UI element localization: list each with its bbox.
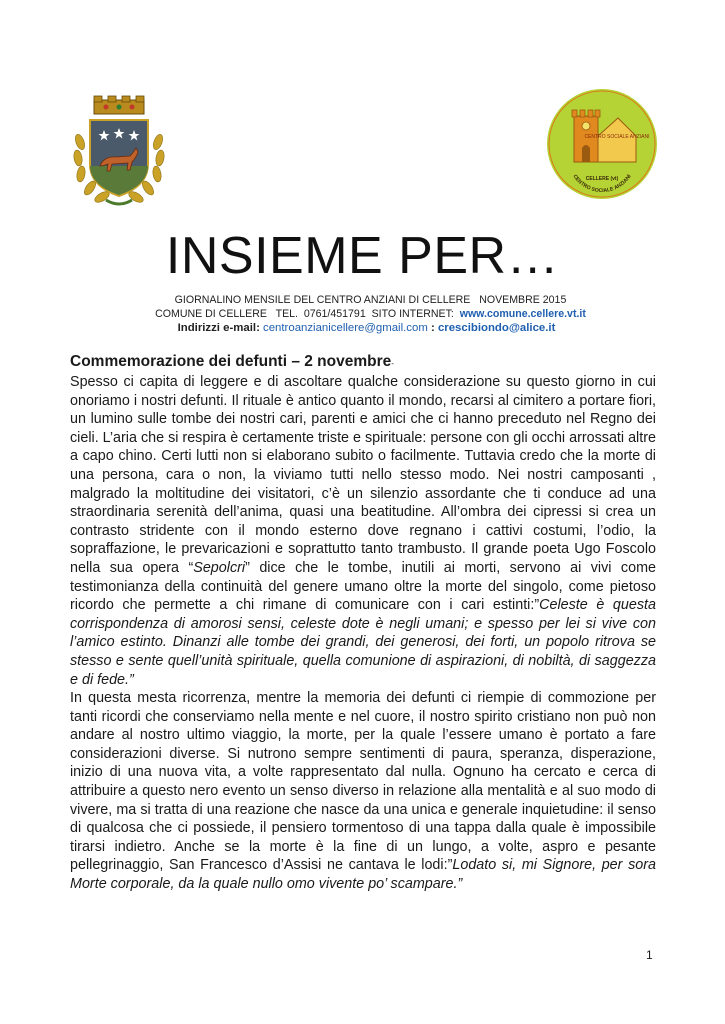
logo-bottom-text: CELLERE (vt) [585,176,619,182]
logo-inner-text: CENTRO SOCIALE ANZIANI [584,134,650,140]
article-body [70,373,656,894]
article-heading-suffix: - [391,359,394,368]
centro-anziani-logo-icon [546,88,658,200]
p1-quote: Celeste è questa corrispondenza di amorosi sensi, celeste dote è negli umani; e spesso per lei si vive con l’amico estinto. Dinanzi alle tombe dei grandi, dei generosi, dei forti, un popolo ritrova se stesso e sente quell’unità spirituale, quella comunione di aspirazioni, di nobiltà, di saggezza e di fede.” [70,597,656,688]
email-separator: : [427,322,438,334]
article-heading [70,352,394,374]
p1-work-title: Sepolcri [193,559,246,576]
page-title: INSIEME PER… [165,227,560,285]
paragraph-2 [70,689,656,894]
email-link-2[interactable]: crescibiondo@alice.it [437,322,556,334]
paragraph-1 [70,373,656,689]
email-label: Indirizzi e-mail [177,322,257,334]
p2-text-a: In questa mesta ricorrenza, mentre la memoria dei defunti ci riempie di commozione per tanti ricordi che conserviamo nella mente e nel cuore, il nostro spirito cristiano non può non andare al nostro ultimo viaggio, la morte, per la quale l’essere umano è portato a fare considerazioni diverse. Si nutrono sempre sentimenti di paura, speranza, disperazione, inizio di una nuova vita, a volte rappresentato dal nulla. Ognuno ha cercato e cerca di attribuire a questo nero evento un senso diverso in relazione alla mentalità e al suo modo di vivere, ma si tratta di una reazione che nasce da una unica e generale inquietudine: il senso di qualcosa che ci possiede, il pensiero tormentoso di una tappa dalla quale è impossibile tirarsi indietro. Anche se la morte è la fine di un lungo, a volte, aspro e pesante pellegrinaggio, San Francesco d’Assisi ne cantava le lodi:” [70,690,656,874]
p1-text-a: Spesso ci capita di leggere e di ascoltare qualche considerazione su questo giorno in cui onoriamo i nostri defunti. Il rituale è antico quanto il mondo, recarsi al cimitero a portare fiori, un lumino sulle tombe dei nostri cari, parenti e amici che ci hanno preceduto nel Regno dei cieli. L’aria che si respira è certamente triste e spirituale: persone con gli occhi arrossati altre a capo chino. Certi lutti non si elaborano subito o facilmente. Tuttavia credo che la morte di una persona, cara o non, la viviamo tutti nello stesso modo. Nei nostri camposanti , malgrado la moltitudine dei visitatori, c’è un silenzio assordante che ti conduce ad una straordinaria serenità dell’anima, quasi una beatitudine. All’ombra dei cipressi si crea un contrasto stridente con il mondo esterno dove regnano i cattivi costumi, l’odio, la sopraffazione, le prevaricazioni e soprattutto tanto trambusto. Il grande poeta Ugo Foscolo nella sua opera “ [70,374,656,576]
email-link-1[interactable]: centroanzianicellere@gmail.com [263,322,428,334]
page-number: 1 [646,948,653,962]
website-link[interactable]: www.comune.cellere.vt.it [459,308,586,320]
logo-top-text: CENTRO SOCIALE ANZIANI [571,173,633,195]
contact-prefix: COMUNE DI CELLERE TEL. 0761/451791 SITO INTERNET: [155,308,460,320]
email-line: Indirizzi e-mail: centroanzianicellere@gmail.com : crescibiondo@alice.it [177,322,556,334]
contact-line [8,307,725,321]
p2-quote: Lodato si, mi Signore, per sora Morte corporale, da la quale nullo omo vivente po’ scampare.” [70,857,656,893]
newsletter-subtitle: GIORNALINO MENSILE DEL CENTRO ANZIANI DI CELLERE NOVEMBRE 2015 [174,294,567,306]
article-heading-text: Commemorazione dei defunti – 2 novembre [70,353,392,370]
coat-of-arms-icon [70,92,168,210]
p1-text-b: ” dice che le tombe, inutili ai morti, servono ai vivi come testimonianza della continuità del genere umano oltre la morte del singolo, come pietoso ricordo che permette a chi rimane di comunicare con i cari estinti:” [70,559,657,614]
